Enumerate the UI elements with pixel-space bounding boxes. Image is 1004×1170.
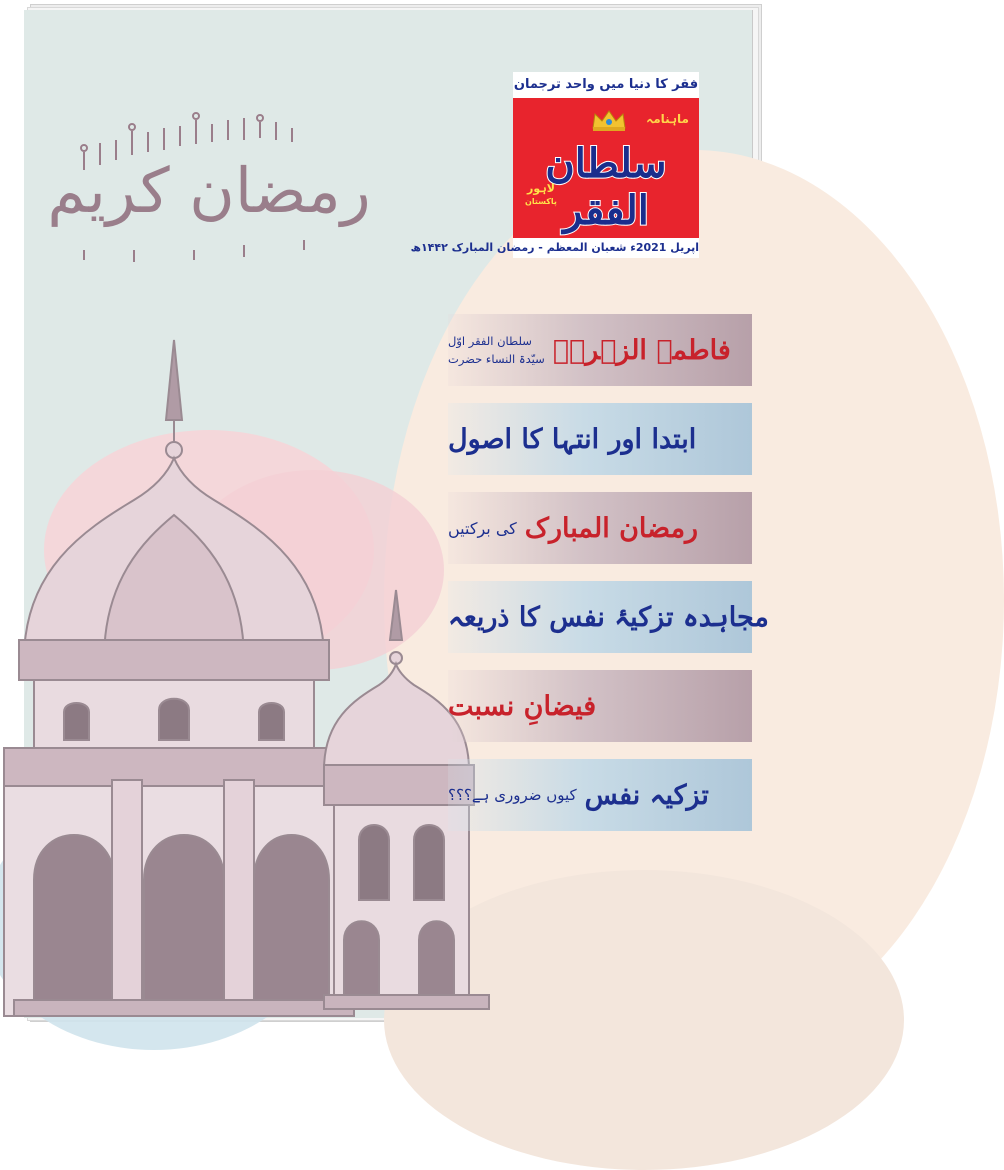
magazine-masthead: [410, 72, 699, 258]
crown-icon: [591, 108, 627, 132]
masthead-city: [525, 182, 557, 208]
article-title: فاطمۃ الزہراؓ: [552, 334, 731, 366]
article-title: تزکیہ نفس: [584, 779, 709, 811]
ramadan-kareem-calligraphy: [44, 110, 374, 270]
article-item[interactable]: [448, 403, 752, 475]
article-item[interactable]: [448, 670, 752, 742]
article-title: مجاہدہ تزکیۂ نفس کا ذریعہ: [448, 601, 769, 633]
masthead-tagline: فقر کا دنیا میں واحد ترجمان: [513, 72, 699, 98]
masthead-issue-date: اپریل 2021ء شعبان المعظم - رمضان المبارک ۱۴۴۲ھ: [513, 238, 699, 258]
calligraphy-ornament-icon: [44, 110, 374, 270]
article-title: فیضانِ نسبت: [448, 690, 597, 722]
masthead-red-panel: [513, 98, 699, 238]
masthead-monthly-label: ماہنامہ: [646, 112, 689, 126]
article-item[interactable]: [448, 581, 769, 653]
article-subtitle: سلطان الفقر اوّل: [448, 334, 532, 348]
article-subtitle-stack: [448, 332, 545, 368]
article-title: ابتدا اور انتہا کا اصول: [448, 423, 697, 455]
article-item[interactable]: [448, 759, 752, 831]
magazine-cover: [24, 10, 769, 1018]
masthead-country: پاکستان: [525, 197, 557, 206]
article-subtitle: کی برکتیں: [448, 518, 517, 538]
article-title: رمضان المبارک: [524, 512, 699, 544]
article-subtitle: کیوں ضروری ہے؟؟؟: [448, 786, 577, 804]
article-item[interactable]: [448, 492, 752, 564]
article-item[interactable]: [448, 314, 752, 386]
masthead-city-name: لاہور: [527, 182, 555, 195]
masthead-title: سلطان الفقر: [545, 140, 667, 234]
greeting-text: رمضان کریم: [47, 153, 371, 227]
article-subtitle: سیّدۃ النساء حضرت: [448, 352, 545, 366]
